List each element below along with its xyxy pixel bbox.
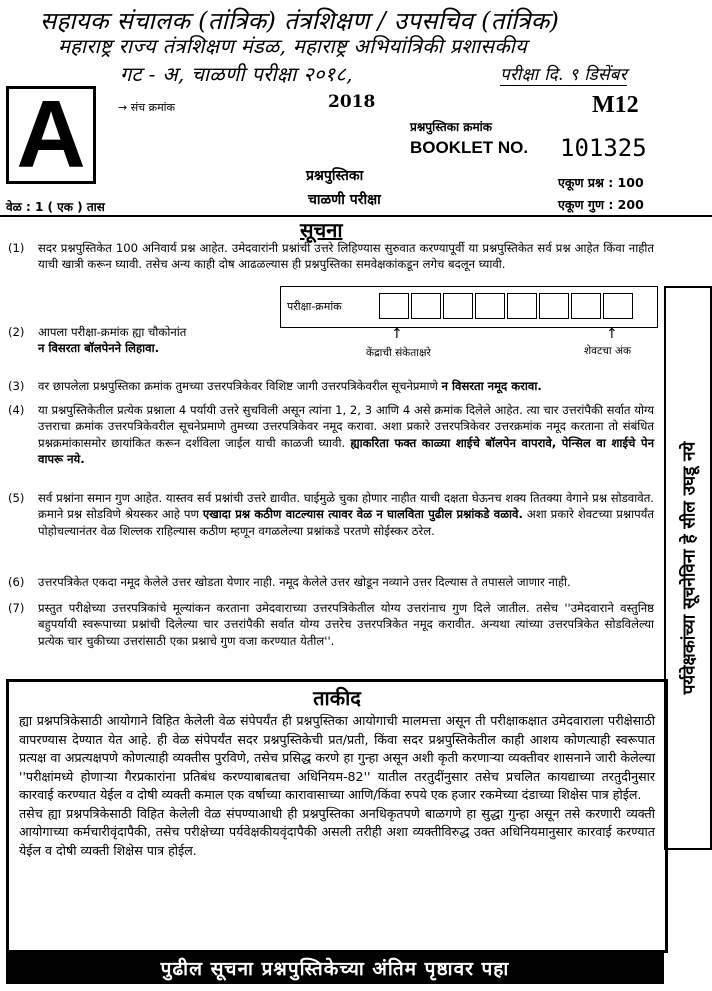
total-marks: एकूण गुण : 200 [558,197,644,212]
roll-digit-cell[interactable] [539,293,569,319]
handwritten-line-2: महाराष्ट्र राज्य तंत्रशिक्षण मंडळ, महाराष्ट्र अभियांत्रिकी प्रशासकीय [58,34,528,58]
booklet-series-box [6,81,96,188]
last-digit-label: शेवटचा अंक [584,345,632,357]
booklet-title: प्रश्नपुस्तिका [306,168,364,184]
warning-body [19,712,655,860]
roll-digit-cell[interactable] [571,293,601,319]
arrow-up-icon: ↑ [606,326,618,342]
instruction-bold-text: एखादा प्रश्न कठीण वाटल्यास त्यावर वेळ न घालविता पुढील प्रश्नांकडे वळावे. [202,507,523,522]
instruction-tail-text: अशा प्रकारे शेवटच्या प्रश्नापर्यंत पोहोचल्यानंतर वेळ शिल्लक राहिल्यास कठीण म्हणून वगळलेल्या प्रश्नांकडे परतणे सोईस्कर ठरेल. [38,507,655,538]
handwritten-exam-date: परीक्षा दि. ९ डिसेंबर [500,62,627,86]
roll-digit-cell[interactable] [603,293,633,319]
warning-box [6,679,668,953]
notice-heading: सूचना [300,218,343,242]
seal-warning-box [664,286,712,850]
centre-code-label: केंद्राची संकेताक्षरे [366,347,431,359]
warning-paragraph-2: तसेच ह्या प्रश्नपत्रिकेसाठी विहित केलेली वेळ संपण्याआधी ही प्रश्नपुस्तिका अनधिकृतपणे बाळगणे हा सुद्धा गुन्हा असून तसे करणारी व्यक्ती आयोगाच्या कर्मचारीवृंदापैकी, तसेच परीक्षेच्या पर्यवेक्षकीयवृंदापैकी असली तरीही अशा व्यक्तीविरुद्ध उक्त अधिनियमानुसार कारवाई करण्यात येईल व दोषी व्यक्ती शिक्षेस पात्र होईल. [19,805,655,858]
handwritten-line-3: गट - अ, चाळणी परीक्षा २०१८, [120,62,353,86]
arrow-up-icon: ↑ [391,326,403,342]
booklet-subtitle: चाळणी परीक्षा [308,192,381,208]
seal-warning-text: पर्यवेक्षकांच्या सूचनेविना हे सील उघडू नये [679,441,700,695]
handwritten-line-1: सहायक संचालक (तांत्रिक) तंत्रशिक्षण / उपसचिव (तांत्रिक) [40,7,560,35]
instruction-number: (5) [8,491,25,505]
instruction-text: सर्व प्रश्नांना समान गुण आहेत. यास्तव सर्व प्रश्नांची उत्तरे द्यावीत. घाईमुळे चुका होणार नाहीत याची दक्षता घेऊनच शक्य तितक्या वेगाने प्रश्न सोडवावेत. क्रमाने प्रश्न सोडविणे श्रेयस्कर आहे पण [38,491,654,522]
instruction-number: (1) [8,241,25,255]
instruction-text: उत्तरपत्रिकेत एकदा नमूद केलेले उत्तर खोडता येणार नाही. नमूद केलेले उत्तर खोडून नव्याने उत्तर दिल्यास ते तपासले जाणार नाही. [38,575,571,589]
instruction-number: (3) [8,379,25,393]
instruction-text: सदर प्रश्नपुस्तिकेत 100 अनिवार्य प्रश्न आहेत. उमेदवारांनी प्रश्नांची उत्तरे लिहिण्यास सुरुवात करण्यापूर्वी या प्रश्नपुस्तिकेत सर्व प्रश्न आहेत किंवा नाहीत याची खात्री करून घ्यावी. तसेच अन्य काही दोष आढळल्यास ही प्रश्नपुस्तिका समवेक्षकांकडून लगेच बदलून घ्यावी. [38,241,654,272]
instruction-number: (2) [8,325,25,339]
roll-number-label: परीक्षा-क्रमांक [287,300,342,313]
exam-year: 2018 [328,92,376,112]
exam-duration: वेळ : 1 ( एक ) तास [6,200,105,214]
total-questions: एकूण प्रश्न : 100 [558,175,644,190]
booklet-number: 101325 [560,134,647,162]
booklet-no-label-mr: प्रश्नपुस्तिका क्रमांक [410,120,492,134]
booklet-no-label-en: BOOKLET NO. [410,138,529,157]
series-label: → संच क्रमांक [118,101,175,114]
roll-digit-cell[interactable] [507,293,537,319]
warning-paragraph-1: ह्या प्रश्नपत्रिकेसाठी आयोगाने विहित केलेली वेळ संपेपर्यंत ही प्रश्नपुस्तिका आयोगाची मालमत्ता असून ती परीक्षाकक्षात उमेदवाराला परीक्षेसाठी वापरण्यास देण्यात येत आहे. ही वेळ संपेपर्यंत सदर प्रश्नपुस्तिकेची प्रत/प्रती, किंवा सदर प्रश्नपुस्तिकेतील काही आशय कोणत्याही स्वरूपात प्रत्यक्ष वा अप्रत्यक्षपणे कोणत्याही व्यक्तीस पुरविणे, तसेच प्रसिद्ध करणे हा गुन्हा असून अशी कृती करणाऱ्या व्यक्तीवर शासनाने जारी केलेल्या ''परीक्षांमध्ये होणाऱ्या गैरप्रकारांना प्रतिबंध करण्याबाबतचा अधिनियम-82'' यातील तरतुदींनुसार तसेच प्रचलित कायद्याच्या तरतुदीनुसार कारवाई करण्यात येईल व दोषी व्यक्ती कमाल एक वर्षाच्या कारावासाच्या आणि/किंवा रुपये एक हजार रकमेच्या दंडाच्या शिक्षेस पात्र होईल. [19,713,655,802]
instruction-text: वर छापलेला प्रश्नपुस्तिका क्रमांक तुमच्या उत्तरपत्रिकेवर विशिष्ट जागी उत्तरपत्रिकेवरील सूचनेप्रमाणे [38,379,438,393]
instruction-number: (4) [8,403,25,417]
warning-title: ताकीद [313,686,361,710]
roll-digit-cell[interactable] [443,293,473,319]
header-divider [0,215,712,217]
instruction-bold-text: न विसरता नमूद करावा. [441,379,542,393]
roll-number-box [280,286,658,328]
instruction-number: (6) [8,575,25,589]
instruction-text: आपला परीक्षा-क्रमांक ह्या चौकोनांत [38,325,187,339]
roll-digit-cell[interactable] [411,293,441,319]
booklet-series-letter: A [16,81,86,188]
instruction-bold-text: न विसरता बॉलपेनने लिहावा. [38,341,159,356]
instruction-number: (7) [8,601,25,615]
instruction-text: या प्रश्नपुस्तिकेतील प्रत्येक प्रश्नाला 4 पर्यायी उत्तरे सुचविली असून त्यांना 1, 2, 3 आणि 4 असे क्रमांक दिलेले आहेत. त्या चार उत्तरांपैकी सर्वात योग्य उत्तराचा क्रमांक उत्तरपत्रिकेवरील सूचनेप्रमाणे तुमच्या उत्तरपत्रिकेवर नमूद करावा. अशा प्रकारे उत्तरपत्रिकेवर उत्तरक्रमांक नमूद करताना तो संबंधित प्रश्नक्रमांकासमोर छायांकित करून दर्शविला जाईल याची काळजी घ्यावी. [38,403,654,450]
instruction-text: प्रस्तुत परीक्षेच्या उत्तरपत्रिकांचे मूल्यांकन करताना उमेदवाराच्या उत्तरपत्रिकेतील योग्य उत्तरांनाच गुण दिले जातील. तसेच ''उमेदवाराने वस्तुनिष्ठ बहुपर्यायी स्वरूपाच्या प्रश्नांची दिलेल्या चार उत्तरांपैकी सर्वात योग्य उत्तरेच उत्तरपत्रिकेत नमूद करावीत. अन्यथा त्यांच्या उत्तरपत्रिकेत सोडविलेल्या प्रत्येक चार चुकीच्या उत्तरांसाठी एका प्रश्नाचे गुण वजा करण्यात येतील''. [38,601,654,648]
footer-banner: पुढील सूचना प्रश्नपुस्तिकेच्या अंतिम पृष्ठावर पहा [6,952,664,984]
instruction-bold-text: ह्याकरिता फक्त काळ्या शाईचे बॉलपेन वापरावे, पेन्सिल वा शाईचे पेन वापरू नये. [38,435,655,467]
roll-digit-cell[interactable] [379,293,409,319]
exam-code: M12 [592,92,639,118]
roll-digit-cell[interactable] [475,293,505,319]
